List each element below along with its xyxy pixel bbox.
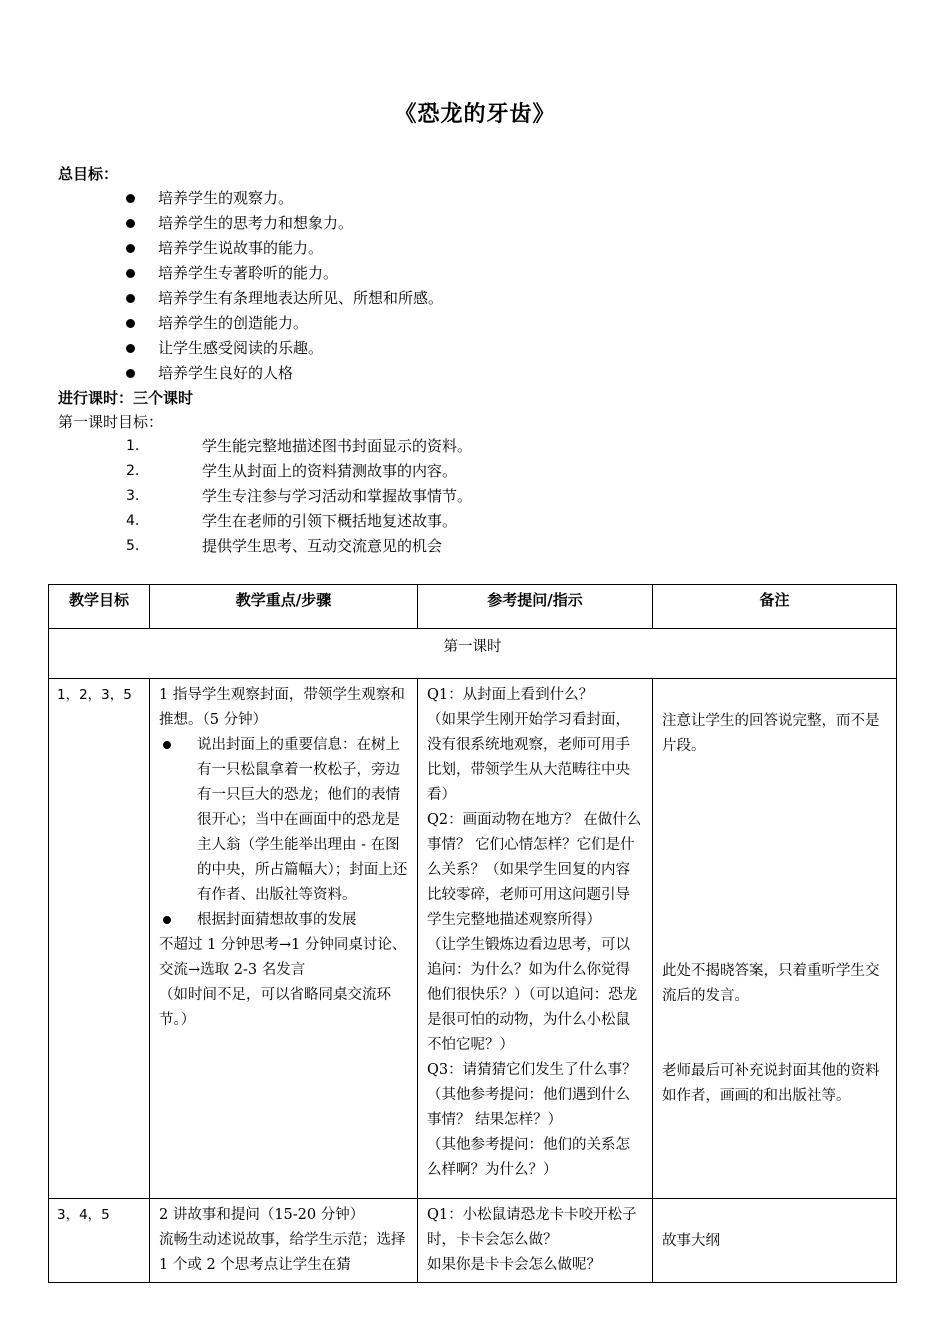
list-item: 说出封面上的重要信息：在树上有一只松鼠拿着一枚松子，旁边有一只巨大的恐龙；他们的表情很开心；当中在画面中的恐龙是主人翁（学生能举出理由 - 在图的中央，所占篇幅大）；封面上还有作者、出版社等资料。 (159, 733, 409, 908)
steps-cell: 1 指导学生观察封面，带领学生观察和推想。（5 分钟） 说出封面上的重要信息：在树上有一只松鼠拿着一枚松子，旁边有一只巨大的恐龙；他们的表情很开心；当中在画面中的恐龙是主人翁（学生能举出理由 - 在图的中央，所占篇幅大）；封面上还有作者、出版社等资料。 根据封面猜想故事的发展 不超过 1 分钟思考→1 分钟同桌讨论、交流→选取 2-3 名发言 （如时间不足，可以省略同桌交流环节。） (150, 679, 418, 1199)
goals-cell: 1，2，3，5 (49, 679, 150, 1199)
document-page: 《恐龙的牙齿》 总目标： 培养学生的观察力。 培养学生的思考力和想象力。 培养学生说故事的能力。 培养学生专著聆听的能力。 培养学生有条理地表达所见、所想和所感。 培养学生的创造能力。 让学生感受阅读的乐趣。 培养学生良好的人格 进行课时：三个课时 第一课时目标： 1. 学生能完整地描述图书封面显示的资料。 2. 学生从封面上的资料猜测故事的内容。 3. 学生专注参与学习活动和掌握故事情节。 4. 学生在老师的引领下概括地复述故事。 5. 提供学生思考、互动交流意见的机会 教学目标 教学重点/步骤 参考提问/指示 备注 第一课时 1，2，3，5 1 指导学生观察封面，带领学生观察和推想。（5 分钟） 说出封面上的重要信息：在树上有一只松鼠拿着一枚松子，旁边有一只巨大的恐龙；他们的表情很开心；当中在画面中的恐龙是主人翁（学生能举出理由 - 在图的中央，所占篇幅大）；封面上还有作者、出版社等资料。 根据封面猜想故事的发展 不超过 1 分钟思考→1 分钟同桌讨论、交流→选取 2-3 名发言 （如时间不足，可以省略同桌交流环节。） Q1：从封面上看到什么？ （如果学生刚开始学习看封面，没有很系统地观察，老师可用手比划，带领学生从大范畴往中央看） Q2：画面动物在地方？ 在做什么事情？ 它们心情怎样？它们是什么关系？（如果学生回复的内容比较零碎，老师可用这问题引导学生完整地描述观察所得） （让学生锻炼边看边思考，可以追问：为什么？如为什么你觉得他们很快乐？）（可以追问：恐龙是很可怕的动物，为什么小松鼠不怕它呢？） Q3：请猜猜它们发生了什么事？（其他参考提问：他们遇到什么事情？ 结果怎样？） （其他参考提问：他们的关系怎么样啊？为什么？） 注意让学生的回答说完整，而不是片段。 此处不揭晓答案，只着重听学生交流后的发言。 老师最后可补充说封面其他的资料如作者，画画的和出版社等。 3，4，5 2 讲故事和提问（15-20 分钟） 流畅生动述说故事，给学生示范；选择 1 个或 2 个思考点让学生在猜 Q1：小松鼠请恐龙卡卡咬开松子时，卡卡会怎么做？ 如果你是卡卡会怎么做呢？ 故事大纲 (0, 0, 950, 1344)
bullet-icon (126, 244, 135, 253)
lesson-plan-table (48, 584, 897, 1283)
bullet-icon (126, 269, 135, 278)
column-header: 教学目标 (49, 585, 150, 629)
bullet-icon (163, 916, 171, 924)
remarks-cell: 故事大纲 (653, 1199, 897, 1283)
list-item: 培养学生说故事的能力。 (0, 236, 443, 261)
session-label: 第一课时 (49, 629, 897, 679)
list-item: 培养学生的观察力。 (0, 186, 443, 211)
goals-cell: 3，4，5 (49, 1199, 150, 1283)
bullet-icon (126, 369, 135, 378)
column-header: 教学重点/步骤 (150, 585, 418, 629)
column-header: 备注 (653, 585, 897, 629)
bullet-icon (126, 219, 135, 228)
bullet-icon (126, 319, 135, 328)
list-item: 培养学生专著聆听的能力。 (0, 261, 443, 286)
session-row (49, 629, 897, 679)
first-lesson-heading: 第一课时目标： (58, 413, 164, 431)
column-header: 参考提问/指示 (418, 585, 653, 629)
table-row (49, 1199, 897, 1283)
table-row (49, 679, 897, 1199)
steps-cell: 2 讲故事和提问（15-20 分钟） 流畅生动述说故事，给学生示范；选择 1 个或 2 个思考点让学生在猜 (150, 1199, 418, 1283)
list-item: 培养学生有条理地表达所见、所想和所感。 (0, 286, 443, 311)
questions-cell: Q1：小松鼠请恐龙卡卡咬开松子时，卡卡会怎么做？ 如果你是卡卡会怎么做呢？ (418, 1199, 653, 1283)
document-title: 《恐龙的牙齿》 (394, 102, 556, 127)
bullet-icon (126, 294, 135, 303)
bullet-icon (163, 741, 171, 749)
list-item: 培养学生良好的人格 (0, 361, 443, 386)
list-item: 培养学生的创造能力。 (0, 311, 443, 336)
lesson-count: 进行课时：三个课时 (58, 389, 194, 407)
list-item: 根据封面猜想故事的发展 (159, 908, 409, 933)
bullet-icon (126, 194, 135, 203)
remarks-cell: 注意让学生的回答说完整，而不是片段。 此处不揭晓答案，只着重听学生交流后的发言。 老师最后可补充说封面其他的资料如作者，画画的和出版社等。 (653, 679, 897, 1199)
list-item: 让学生感受阅读的乐趣。 (0, 336, 443, 361)
table-header-row (49, 585, 897, 629)
questions-cell: Q1：从封面上看到什么？ （如果学生刚开始学习看封面，没有很系统地观察，老师可用手比划，带领学生从大范畴往中央看） Q2：画面动物在地方？ 在做什么事情？ 它们心情怎样？它们是什么关系？（如果学生回复的内容比较零碎，老师可用这问题引导学生完整地描述观察所得） （让学生锻炼边看边思考，可以追问：为什么？如为什么你觉得他们很快乐？）（可以追问：恐龙是很可怕的动物，为什么小松鼠不怕它呢？） Q3：请猜猜它们发生了什么事？（其他参考提问：他们遇到什么事情？ 结果怎样？） （其他参考提问：他们的关系怎么样啊？为什么？） (418, 679, 653, 1199)
bullet-icon (126, 344, 135, 353)
list-item: 培养学生的思考力和想象力。 (0, 211, 443, 236)
overall-goals-heading: 总目标： (58, 165, 119, 183)
overall-goals-list (0, 186, 443, 386)
